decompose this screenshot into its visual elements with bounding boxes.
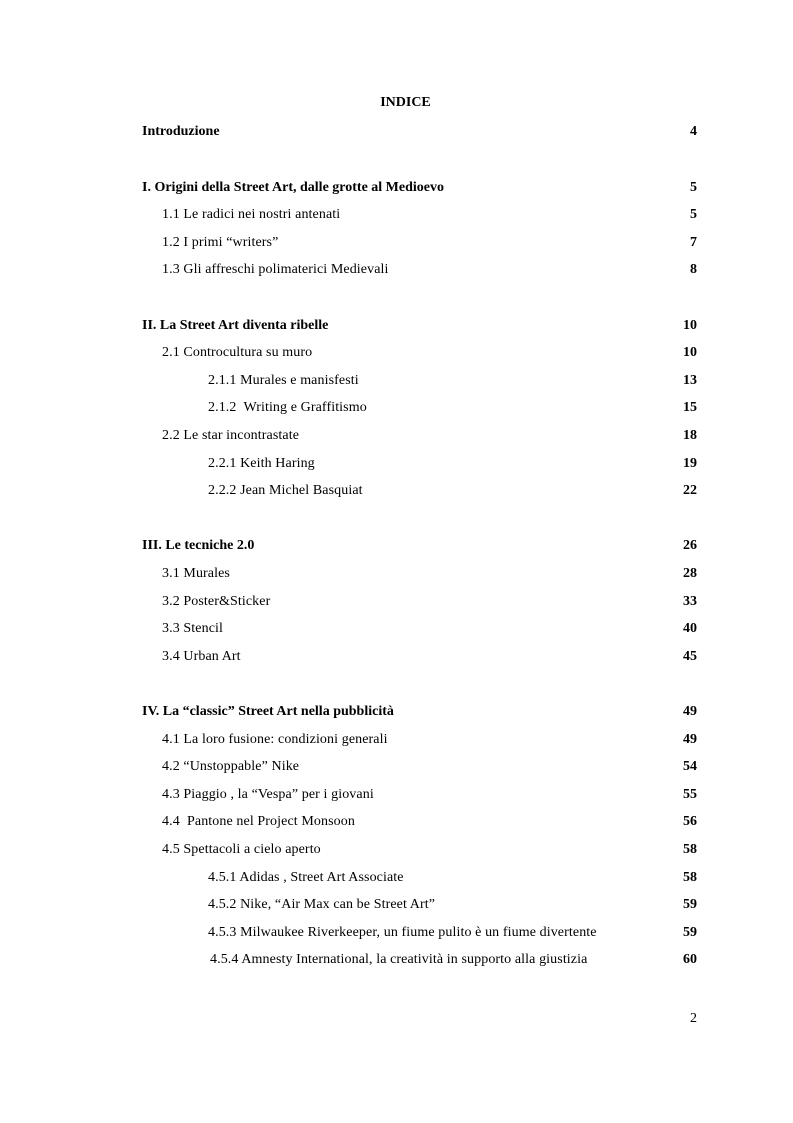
- toc-entry-introduzione: [0, 122, 793, 142]
- toc-entry-page: 54: [683, 759, 697, 774]
- toc-entry-1-3: [0, 260, 793, 280]
- toc-entry-page: 8: [690, 262, 697, 277]
- toc-entry-2-1-1: [0, 371, 793, 391]
- toc-entry-3-4: [0, 647, 793, 667]
- toc-entry-label: Introduzione: [142, 124, 220, 139]
- toc-entry-page: 10: [683, 345, 697, 360]
- toc-entry-label: 2.2.1 Keith Haring: [208, 456, 315, 471]
- toc-entry-4-1: [0, 730, 793, 750]
- toc-entry-2-2-2: [0, 481, 793, 501]
- toc-entry-page: 60: [683, 952, 697, 967]
- toc-entry-4-3: [0, 785, 793, 805]
- toc-entry-page: 19: [683, 456, 697, 471]
- toc-entry-page: 58: [683, 870, 697, 885]
- toc-entry-4-2: [0, 757, 793, 777]
- toc-entry-page: 15: [683, 400, 697, 415]
- toc-entry-label: 1.1 Le radici nei nostri antenati: [162, 207, 341, 222]
- toc-entry-page: 56: [683, 814, 697, 829]
- toc-entry-page: 40: [683, 621, 697, 636]
- toc-entry-label: 4.2 “Unstoppable” Nike: [162, 759, 300, 774]
- page-number: 2: [690, 1011, 697, 1026]
- toc-entry-label: 3.3 Stencil: [162, 621, 223, 636]
- toc-entry-label: 4.1 La loro fusione: condizioni generali: [162, 732, 388, 747]
- toc-entry-label: 2.1.1 Murales e manisfesti: [208, 373, 359, 388]
- toc-entry-chapter-3: [0, 536, 793, 556]
- toc-entry-page: 10: [683, 318, 697, 333]
- toc-entry-page: 28: [683, 566, 697, 581]
- toc-entry-label: 1.3 Gli affreschi polimaterici Medievali: [162, 262, 389, 277]
- toc-entry-label: 4.5.2 Nike, “Air Max can be Street Art”: [208, 897, 436, 912]
- toc-entry-label: I. Origini della Street Art, dalle grotte al Medioevo: [142, 180, 444, 195]
- toc-entry-label: 4.5.4 Amnesty International, la creatività in supporto alla giustizia: [210, 952, 588, 967]
- toc-entry-1-2: [0, 233, 793, 253]
- toc-entry-2-1: [0, 343, 793, 363]
- toc-entry-page: 7: [690, 235, 697, 250]
- toc-entry-page: 58: [683, 842, 697, 857]
- toc-entry-page: 49: [683, 704, 697, 719]
- toc-entry-label: IV. La “classic” Street Art nella pubblicità: [142, 704, 394, 719]
- toc-entry-label: 3.1 Murales: [162, 566, 230, 581]
- toc-entry-label: 2.2.2 Jean Michel Basquiat: [208, 483, 363, 498]
- toc-entry-4-5-3: [0, 923, 793, 943]
- toc-entry-3-2: [0, 592, 793, 612]
- toc-entry-2-1-2: [0, 398, 793, 418]
- toc-entry-page: 22: [683, 483, 697, 498]
- toc-entry-page: 5: [690, 180, 697, 195]
- toc-entry-2-2-1: [0, 454, 793, 474]
- toc-entry-page: 45: [683, 649, 697, 664]
- page-title: INDICE: [380, 95, 431, 110]
- toc-entry-4-4: [0, 812, 793, 832]
- toc-entry-label: 4.5.3 Milwaukee Riverkeeper, un fiume pulito è un fiume divertente: [208, 925, 597, 940]
- toc-entry-label: 2.1 Controcultura su muro: [162, 345, 313, 360]
- toc-entry-label: 2.1.2 Writing e Graffitismo: [208, 400, 367, 415]
- toc-entry-page: 33: [683, 594, 697, 609]
- toc-entry-page: 13: [683, 373, 697, 388]
- toc-entry-chapter-1: [0, 178, 793, 198]
- toc-entry-1-1: [0, 205, 793, 225]
- toc-entry-4-5: [0, 840, 793, 860]
- toc-entry-label: II. La Street Art diventa ribelle: [142, 318, 329, 333]
- toc-entry-label: 1.2 I primi “writers”: [162, 235, 279, 250]
- toc-entry-label: 3.2 Poster&Sticker: [162, 594, 271, 609]
- toc-entry-label: 4.5 Spettacoli a cielo aperto: [162, 842, 321, 857]
- toc-entry-3-3: [0, 619, 793, 639]
- toc-entry-2-2: [0, 426, 793, 446]
- toc-entry-chapter-2: [0, 316, 793, 336]
- toc-entry-label: III. Le tecniche 2.0: [142, 538, 255, 553]
- toc-entry-label: 2.2 Le star incontrastate: [162, 428, 300, 443]
- toc-entry-3-1: [0, 564, 793, 584]
- toc-entry-page: 4: [690, 124, 697, 139]
- toc-entry-page: 59: [683, 925, 697, 940]
- toc-entry-label: 3.4 Urban Art: [162, 649, 241, 664]
- toc-entry-page: 18: [683, 428, 697, 443]
- toc-entry-page: 49: [683, 732, 697, 747]
- toc-entry-page: 55: [683, 787, 697, 802]
- toc-entry-label: 4.3 Piaggio , la “Vespa” per i giovani: [162, 787, 374, 802]
- toc-entry-label: 4.5.1 Adidas , Street Art Associate: [208, 870, 404, 885]
- toc-entry-label: 4.4 Pantone nel Project Monsoon: [162, 814, 355, 829]
- toc-entry-page: 59: [683, 897, 697, 912]
- toc-entry-page: 5: [690, 207, 697, 222]
- toc-entry-4-5-4: [0, 950, 793, 970]
- toc-entry-4-5-2: [0, 895, 793, 915]
- toc-entry-chapter-4: [0, 702, 793, 722]
- toc-entry-4-5-1: [0, 868, 793, 888]
- toc-entry-page: 26: [683, 538, 697, 553]
